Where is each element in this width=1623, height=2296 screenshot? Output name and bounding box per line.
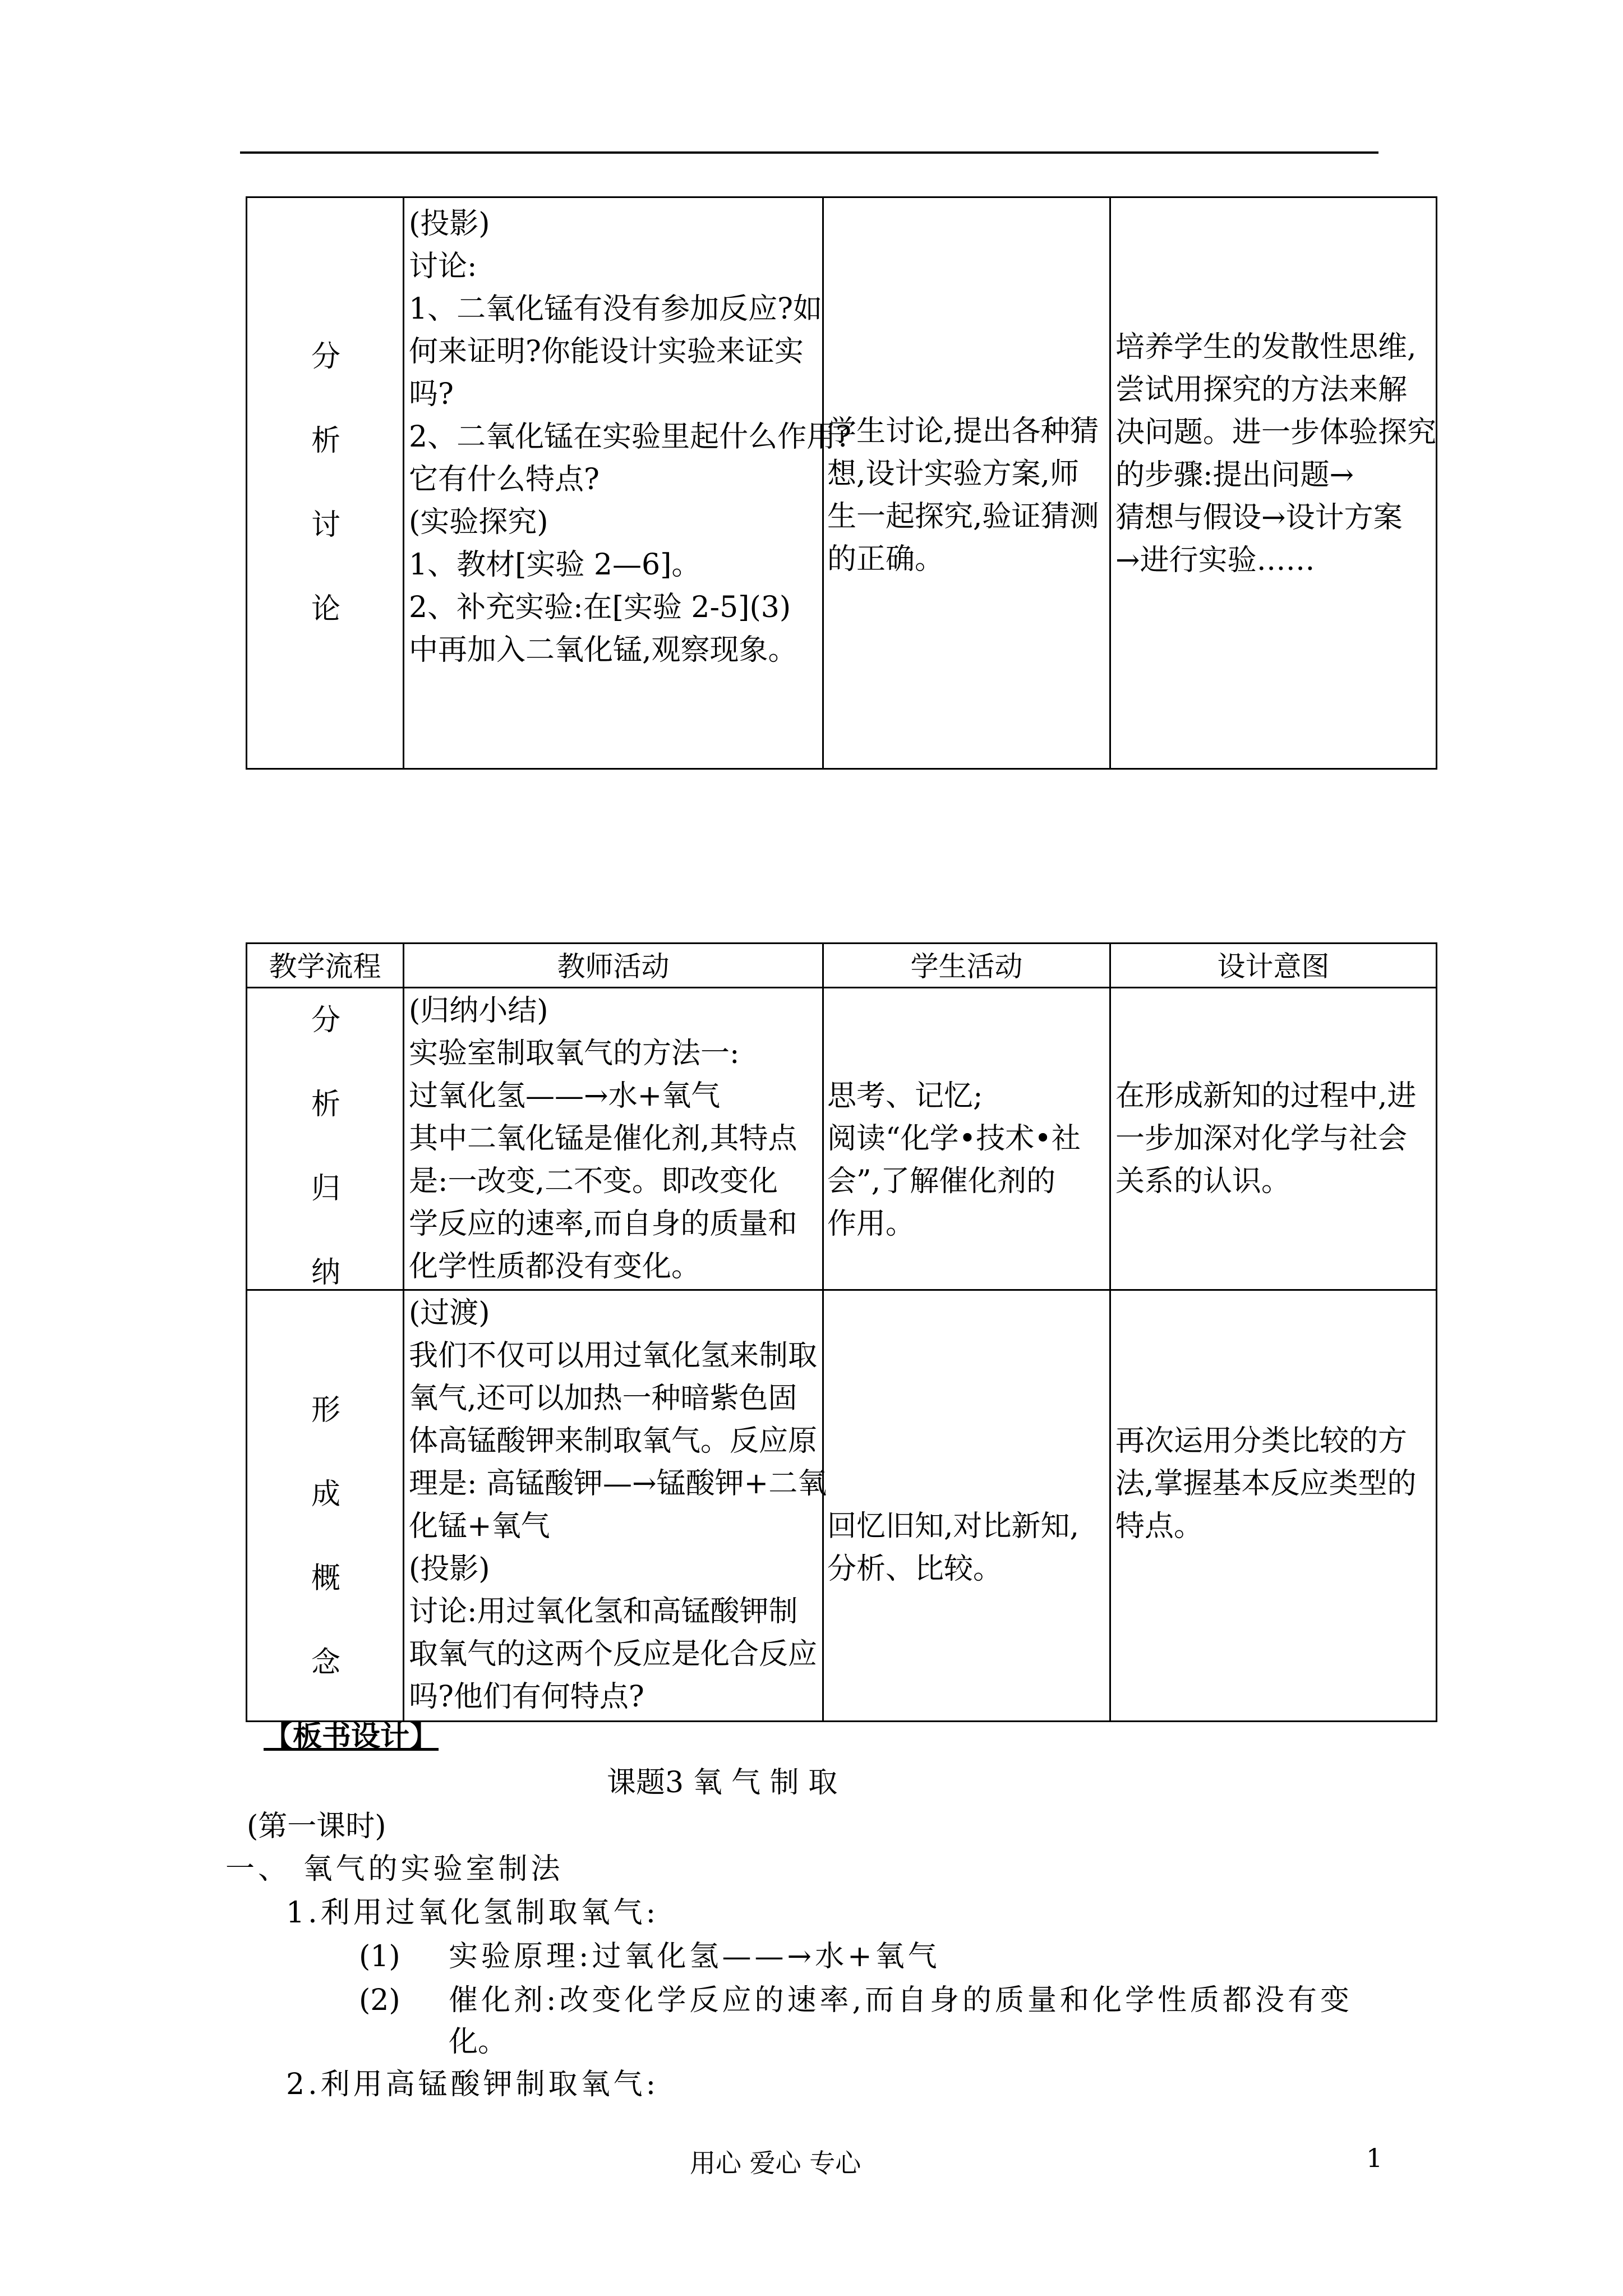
text-line: 取氧气的这两个反应是化合反应 <box>409 1637 818 1671</box>
teacher-activity-cell <box>404 1290 827 1722</box>
footer-motto: 用心 爱心 专心 <box>690 2148 861 2178</box>
header-rule <box>240 151 1378 154</box>
student-activity-cell <box>823 1290 1110 1722</box>
text-line: 回忆旧知,对比新知, <box>827 1510 1080 1543</box>
stage-char: 形 <box>311 1393 340 1427</box>
stage-cell <box>247 197 404 769</box>
text-line: 决问题。进一步体验探究 <box>1115 416 1437 449</box>
text-line: 2、二氧化锰在实验里起什么作用? <box>409 420 851 454</box>
text-line: 思考、记忆; <box>827 1079 983 1113</box>
sub-item-text: 实验原理:过氧化氢——→水+氧气 <box>449 1940 940 1973</box>
text-line: 吗?他们有何特点? <box>409 1680 644 1714</box>
text-line: 分析、比较。 <box>827 1552 1003 1586</box>
stage-char: 纳 <box>311 1256 340 1290</box>
text-line: 再次运用分类比较的方 <box>1115 1424 1408 1458</box>
text-line: (归纳小结) <box>409 994 548 1028</box>
header-intent: 设计意图 <box>1110 944 1437 988</box>
stage-char: 析 <box>311 424 340 458</box>
text-line: 尝试用探究的方法来解 <box>1115 373 1408 407</box>
text-line: 我们不仅可以用过氧化氢来制取 <box>409 1339 818 1373</box>
lesson-period: (第一课时) <box>247 1810 386 1843</box>
stage-char: 概 <box>311 1562 340 1595</box>
text-line: 作用。 <box>827 1207 915 1241</box>
text-line: 关系的认识。 <box>1115 1165 1291 1198</box>
list-item: 2.利用高锰酸钾制取氧气: <box>286 2068 660 2101</box>
lesson-table-1 <box>246 196 1437 770</box>
stage-char: 分 <box>311 1004 340 1037</box>
stage-char: 论 <box>311 592 340 626</box>
text-line: (投影) <box>409 207 490 241</box>
text-line: 学生讨论,提出各种猜 <box>827 415 1099 448</box>
teacher-activity-cell <box>404 988 823 1290</box>
text-line: 氧气,还可以加热一种暗紫色固 <box>409 1382 797 1415</box>
text-line: 化学性质都没有变化。 <box>409 1250 701 1283</box>
student-activity-cell <box>823 988 1110 1290</box>
header-process: 教学流程 <box>247 944 404 988</box>
stage-char: 归 <box>311 1172 340 1205</box>
text-line: 法,掌握基本反应类型的 <box>1115 1467 1417 1501</box>
text-line: 的正确。 <box>827 542 944 576</box>
text-line: 讨论: <box>409 250 477 283</box>
sub-item-text: 催化剂:改变化学反应的速率,而自身的质量和化学性质都没有变 <box>449 1984 1353 2017</box>
text-line: 实验室制取氧气的方法一: <box>409 1037 740 1070</box>
text-line: 会”,了解催化剂的 <box>827 1165 1056 1198</box>
text-line: 化锰+氧气 <box>409 1510 550 1543</box>
text-line: 过氧化氢——→水+氧气 <box>409 1079 721 1113</box>
text-line: (实验探究) <box>409 505 548 539</box>
header-student: 学生活动 <box>823 944 1110 988</box>
text-line: 1、教材[实验 2—6]。 <box>409 548 701 582</box>
design-intent-cell <box>1110 1290 1437 1722</box>
text-line: 何来证明?你能设计实验来证实 <box>409 335 804 369</box>
text-line: 体高锰酸钾来制取氧气。反应原 <box>409 1424 818 1458</box>
stage-char: 成 <box>311 1478 340 1511</box>
text-line: 其中二氧化锰是催化剂,其特点 <box>409 1122 797 1156</box>
text-line: 1、二氧化锰有没有参加反应?如 <box>409 292 822 326</box>
stage-cell <box>247 1290 404 1722</box>
text-line: (过渡) <box>409 1296 490 1330</box>
section-heading: 一、 氧气的实验室制法 <box>225 1852 564 1886</box>
text-line: 在形成新知的过程中,进 <box>1115 1079 1417 1113</box>
design-intent-cell <box>1110 988 1437 1290</box>
text-line: 一步加深对化学与社会 <box>1115 1122 1408 1156</box>
lesson-table-2 <box>246 942 1437 1722</box>
text-line: 学反应的速率,而自身的质量和 <box>409 1207 797 1241</box>
stage-char: 讨 <box>311 508 340 542</box>
text-line: 2、补充实验:在[实验 2-5](3) <box>409 591 791 624</box>
sub-item-number: (1) <box>359 1940 400 1973</box>
text-line: 生一起探究,验证猜测 <box>827 500 1099 533</box>
text-line: 理是: 高锰酸钾—→锰酸钾+二氧 <box>409 1467 827 1501</box>
board-heading: 【板书设计】 <box>264 1719 439 1754</box>
board-title: 课题3 氧 气 制 取 <box>607 1766 838 1800</box>
list-item: 1.利用过氧化氢制取氧气: <box>286 1896 660 1930</box>
stage-char: 析 <box>311 1088 340 1121</box>
text-line: 讨论:用过氧化氢和高锰酸钾制 <box>409 1595 798 1628</box>
text-line: 它有什么特点? <box>409 463 600 496</box>
teacher-activity-cell <box>404 197 851 769</box>
text-line: 猜想与假设→设计方案 <box>1115 501 1403 535</box>
stage-char: 念 <box>311 1646 340 1680</box>
text-line: 中再加入二氧化锰,观察现象。 <box>409 633 797 667</box>
page-number: 1 <box>1366 2143 1383 2173</box>
text-line: 吗? <box>409 378 454 411</box>
sub-item-number: (2) <box>359 1984 400 2017</box>
stage-cell <box>247 988 404 1290</box>
text-line: →进行实验…… <box>1115 544 1315 577</box>
text-line: 阅读“化学•技术•社 <box>827 1122 1081 1156</box>
text-line: 想,设计实验方案,师 <box>827 457 1080 491</box>
stage-char: 分 <box>311 340 340 374</box>
text-line: (投影) <box>409 1552 490 1586</box>
design-intent-cell <box>1110 197 1437 769</box>
text-line: 培养学生的发散性思维, <box>1115 330 1417 364</box>
text-line: 特点。 <box>1115 1510 1204 1543</box>
text-line: 的步骤:提出问题→ <box>1115 458 1354 492</box>
sub-item-text-cont: 化。 <box>449 2025 508 2059</box>
student-activity-cell <box>823 197 1110 769</box>
header-teacher: 教师活动 <box>404 944 823 988</box>
text-line: 是:一改变,二不变。即改变化 <box>409 1165 778 1198</box>
